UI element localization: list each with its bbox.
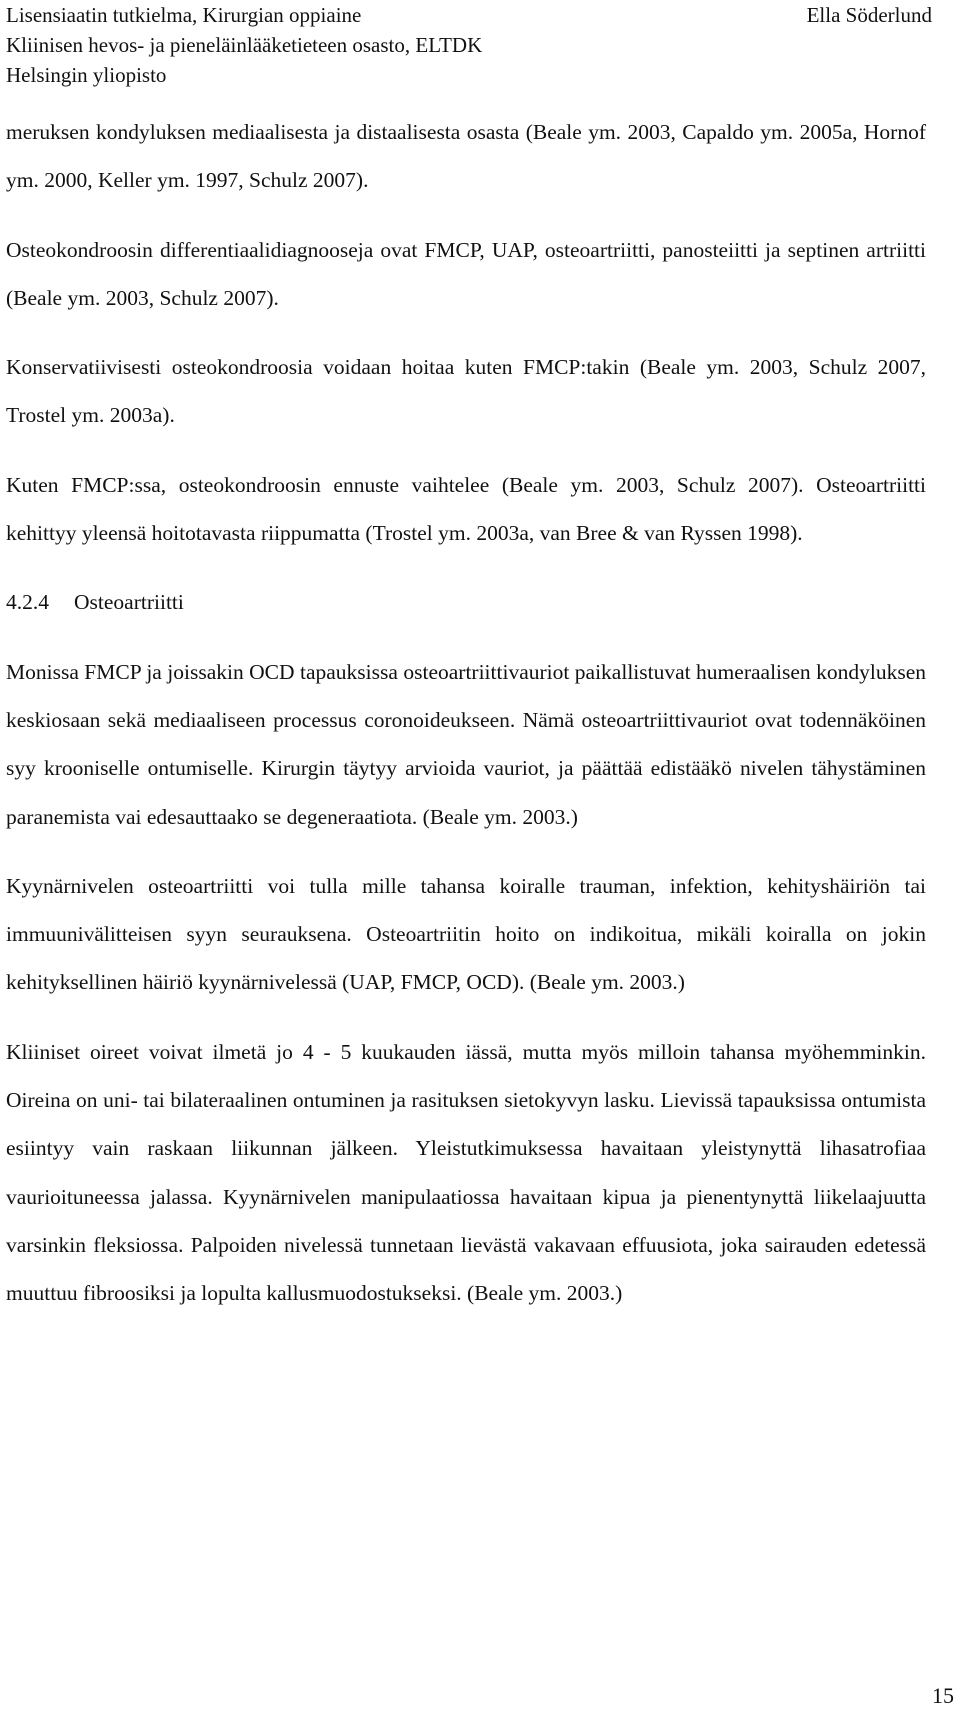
page-number: 15: [932, 1683, 954, 1708]
page-header: [6, 0, 932, 90]
header-university: Helsingin yliopisto: [6, 63, 167, 87]
paragraph: meruksen kondyluksen mediaalisesta ja distaalisesta osasta (Beale ym. 2003, Capaldo ym. 2005a, Hornof ym. 2000, Keller ym. 1997, Schulz 2007).: [6, 120, 926, 193]
paragraph: Konservatiivisesti osteokondroosia voidaan hoitaa kuten FMCP:takin (Beale ym. 2003, Schulz 2007, Trostel ym. 2003a).: [6, 355, 926, 428]
page-body: [6, 108, 926, 1318]
paragraph: Kuten FMCP:ssa, osteokondroosin ennuste vaihtelee (Beale ym. 2003, Schulz 2007). Osteoartriitti kehittyy yleensä hoitotavasta riippumatta (Trostel ym. 2003a, van Bree & van Ryssen 1998).: [6, 472, 926, 546]
header-department: Kliinisen hevos- ja pieneläinlääketieteen osasto, ELTDK: [6, 33, 483, 57]
section-title: Osteoartriitti: [74, 590, 184, 615]
header-author: Ella Söderlund: [806, 3, 932, 27]
header-thesis-title: Lisensiaatin tutkielma, Kirurgian oppiaine: [6, 3, 362, 27]
paragraph: Monissa FMCP ja joissakin OCD tapauksissa osteoartriittivauriot paikallistuvat humeraalisen kondyluksen keskiosaan sekä mediaaliseen processus coronoideukseen. Nämä osteoartriittivauriot ovat todennäköinen syy krooniselle ontumiselle. Kirurgin täytyy arvioida vauriot, ja päättää edistääkö nivelen tähystäminen paranemista vai edesauttaako se degeneraatiota. (Beale ym. 2003.): [6, 659, 926, 829]
section-heading: [6, 578, 926, 626]
paragraph: Kliiniset oireet voivat ilmetä jo 4 - 5 kuukauden iässä, mutta myös milloin tahansa myöhemminkin. Oireina on uni- tai bilateraalinen ontuminen ja rasituksen sietokyvyn lasku. Lievissä tapauksissa ontumista esiintyy vain raskaan liikunnan jälkeen. Yleistutkimuksessa havaitaan yleistynyttä lihasatrofiaa vaurioituneessa jalassa. Kyynärnivelen manipulaatiossa havaitaan kipua ja pienentynyttä liikelaajuutta varsinkin fleksiossa. Palpoiden nivelessä tunnetaan lievästä vakavaan effuusiota, joka sairauden edetessä muuttuu fibroosiksi ja lopulta kallusmuodostukseksi. (Beale ym. 2003.): [6, 1039, 926, 1306]
paragraph: Osteokondroosin differentiaalidiagnooseja ovat FMCP, UAP, osteoartriitti, panosteiitti ja septinen artriitti (Beale ym. 2003, Schulz 2007).: [6, 237, 926, 310]
paragraph: Kyynärnivelen osteoartriitti voi tulla mille tahansa koiralle trauman, infektion, kehityshäiriön tai immuunivälitteisen syyn seurauksena. Osteoartriitin hoito on indikoitua, mikäli koiralla on jokin kehityksellinen häiriö kyynärnivelessä (UAP, FMCP, OCD). (Beale ym. 2003.): [6, 873, 926, 995]
section-number: 4.2.4: [6, 590, 49, 615]
